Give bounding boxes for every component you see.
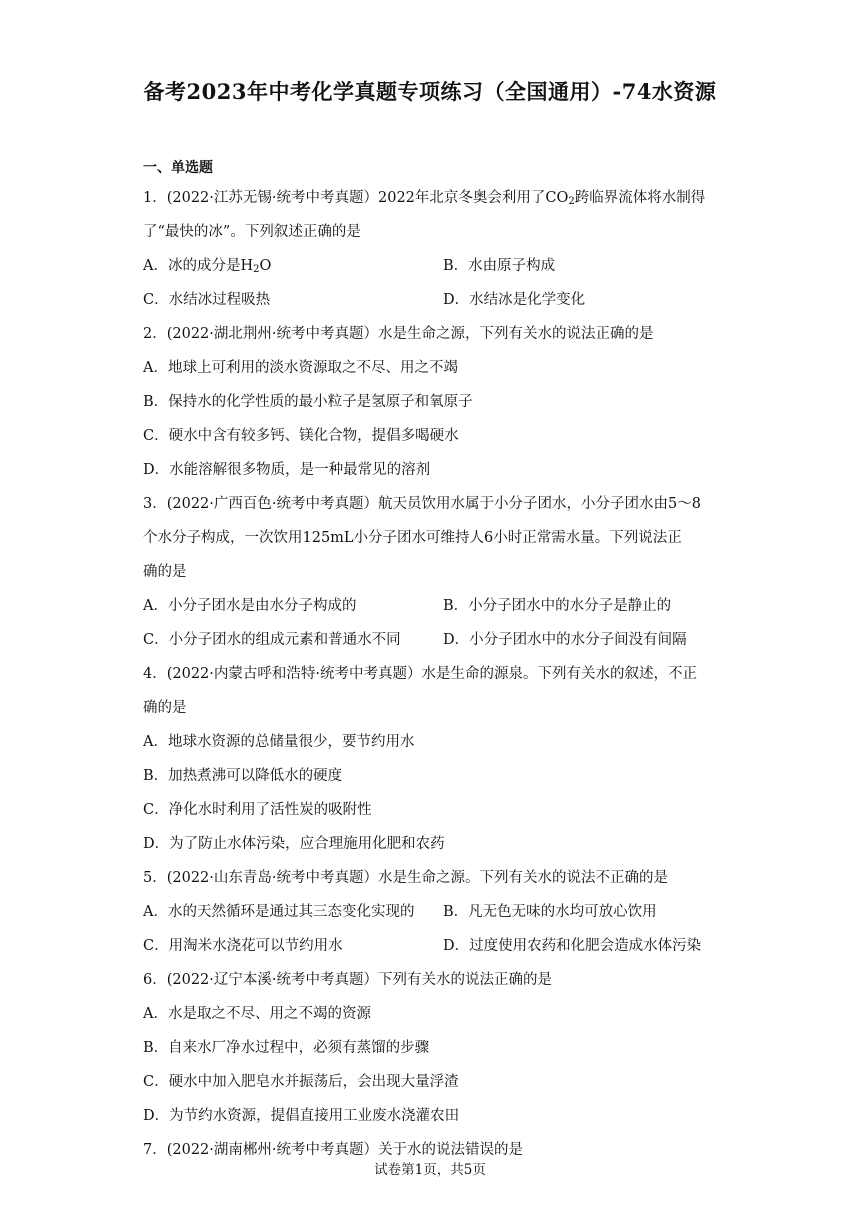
question-2-stem: 2．(2022·湖北荆州·统考中考真题）水是生命之源，下列有关水的说法正确的是 [143,326,654,342]
question-3-stem-line-3: 确的是 [143,564,187,580]
question-3-option-d: D．小分子团水中的水分子间没有间隔 [443,632,687,648]
question-6-stem: 6．(2022·辽宁本溪·统考中考真题）下列有关水的说法正确的是 [143,972,552,988]
question-5-option-d: D．过度使用农药和化肥会造成水体污染 [443,938,702,954]
question-1-stem-part: 跨临界流体将水制得 [574,190,706,206]
question-6-option-d: D．为节约水资源，提倡直接用工业废水浇灌农田 [143,1108,460,1124]
question-6-option-c: C．硬水中加入肥皂水并振荡后，会出现大量浮渣 [143,1074,459,1090]
option-text: O [259,258,272,274]
question-1-stem-part: 1．(2022·江苏无锡·统考中考真题）2022年北京冬奥会利用了CO [143,190,569,206]
subscript: 2 [568,196,575,207]
question-2-option-b: B．保持水的化学性质的最小粒子是氢原子和氧原子 [143,394,473,410]
question-5-options-row [143,895,723,929]
question-3-options-row [143,589,723,623]
page-footer: 试卷第1页，共5页 [374,1162,486,1178]
question-4-stem-line-1: 4．(2022·内蒙古呼和浩特·统考中考真题）水是生命的源泉。下列有关水的叙述，不正 [143,666,697,682]
page-title: 备考2023年中考化学真题专项练习（全国通用）-74水资源 [143,79,717,104]
question-3-option-a: A．小分子团水是由水分子构成的 [143,598,357,614]
question-1-option-b: B．水由原子构成 [443,258,556,274]
question-list [143,181,723,1167]
question-4-option-a: A．地球水资源的总储量很少，要节约用水 [143,734,415,750]
question-4-option-c: C．净化水时利用了活性炭的吸附性 [143,802,372,818]
question-4-option-b: B．加热煮沸可以降低水的硬度 [143,768,343,784]
question-6-option-a: A．水是取之不尽、用之不竭的资源 [143,1006,371,1022]
question-3-option-c: C．小分子团水的组成元素和普通水不同 [143,632,401,648]
section-heading: 一、单选题 [143,160,213,176]
subscript: 2 [253,264,260,275]
question-3-stem-line-2: 个水分子构成，一次饮用125mL小分子团水可维持人6小时正常需水量。下列说法正 [143,530,682,546]
question-1-stem-line-2: 了“最快的冰”。下列叙述正确的是 [143,224,361,240]
question-5-option-a: A．水的天然循环是通过其三态变化实现的 [143,904,415,920]
question-1-options-row [143,283,723,317]
question-3-options-row [143,623,723,657]
question-3-option-b: B．小分子团水中的水分子是静止的 [443,598,672,614]
question-3-stem-line-1: 3．(2022·广西百色·统考中考真题）航天员饮用水属于小分子团水，小分子团水由5～8 [143,496,701,512]
question-1-stem-line-1 [143,181,723,215]
question-4-stem-line-2: 确的是 [143,700,187,716]
question-1-option-c: C．水结冰过程吸热 [143,292,271,308]
question-1-options-row [143,249,723,283]
question-2-option-a: A．地球上可利用的淡水资源取之不尽、用之不竭 [143,360,458,376]
question-5-stem: 5．(2022·山东青岛·统考中考真题）水是生命之源。下列有关水的说法不正确的是 [143,870,668,886]
question-2-option-c: C．硬水中含有较多钙、镁化合物，提倡多喝硬水 [143,428,459,444]
question-1-option-a [143,249,271,283]
question-2-option-d: D．水能溶解很多物质，是一种最常见的溶剂 [143,462,431,478]
question-6-option-b: B．自来水厂净水过程中，必须有蒸馏的步骤 [143,1040,430,1056]
question-7-stem: 7．(2022·湖南郴州·统考中考真题）关于水的说法错误的是 [143,1142,523,1158]
question-4-option-d: D．为了防止水体污染，应合理施用化肥和农药 [143,836,445,852]
option-text: A．冰的成分是H [143,258,254,274]
question-1-option-d: D．水结冰是化学变化 [443,292,586,308]
question-5-option-c: C．用淘米水浇花可以节约用水 [143,938,343,954]
question-5-option-b: B．凡无色无味的水均可放心饮用 [443,904,657,920]
question-5-options-row [143,929,723,963]
